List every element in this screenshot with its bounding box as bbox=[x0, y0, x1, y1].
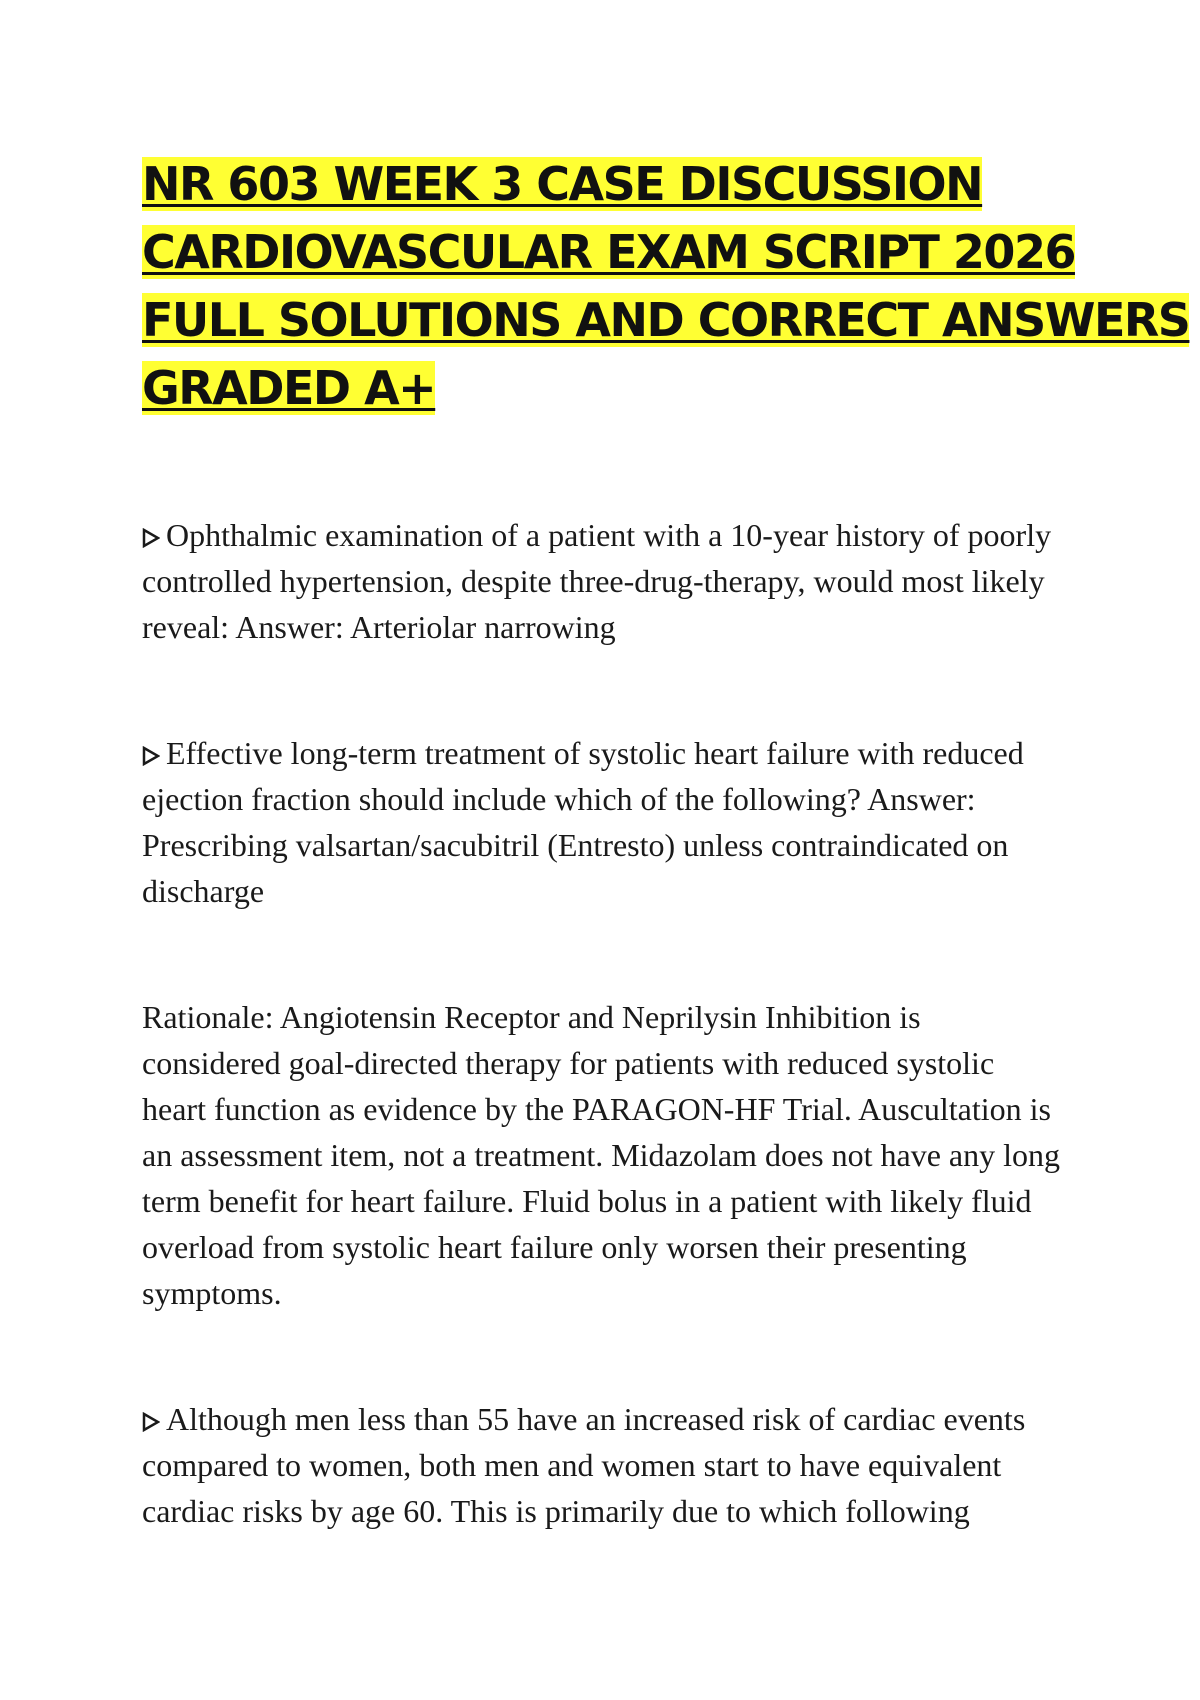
triangle-arrow-icon bbox=[142, 1412, 160, 1432]
title-line-2: CARDIOVASCULAR EXAM SCRIPT 2026 bbox=[142, 225, 1075, 279]
document-page bbox=[142, 150, 1190, 1534]
rationale-paragraph: Rationale: Angiotensin Receptor and Neprilysin Inhibition is considered goal-directed therapy for patients with reduced systolic heart function as evidence by the PARAGON-HF Trial. Auscultation is an assessment item, not a treatment. Midazolam does not have any long term benefit for heart failure. Fluid bolus in a patient with likely fluid overload from systolic heart failure only worsen their presenting symptoms. bbox=[142, 999, 1060, 1311]
title-line-4: GRADED A+ bbox=[142, 361, 436, 415]
title-line-3: FULL SOLUTIONS AND CORRECT ANSWERS bbox=[142, 293, 1190, 347]
question-1-text: Ophthalmic examination of a patient with a 10-year history of poorly controlled hypertension, despite three-drug-therapy, would most likely reveal: Answer: Arteriolar narrowing bbox=[142, 517, 1052, 645]
question-3 bbox=[142, 1396, 1062, 1534]
question-1 bbox=[142, 512, 1062, 650]
triangle-arrow-icon bbox=[142, 746, 160, 766]
question-2-text: Effective long-term treatment of systolic heart failure with reduced ejection fraction should include which of the following? Answer: Prescribing valsartan/sacubitril (Entresto) unless contraindicated on discharge bbox=[142, 735, 1024, 909]
title-line-1: NR 603 WEEK 3 CASE DISCUSSION bbox=[142, 157, 983, 211]
question-3-text: Although men less than 55 have an increased risk of cardiac events compared to women, both men and women start to have equivalent cardiac risks by age 60. This is primarily due to which following bbox=[142, 1401, 1026, 1529]
document-title bbox=[142, 150, 1190, 422]
triangle-arrow-icon bbox=[142, 528, 160, 548]
question-2 bbox=[142, 730, 1062, 914]
